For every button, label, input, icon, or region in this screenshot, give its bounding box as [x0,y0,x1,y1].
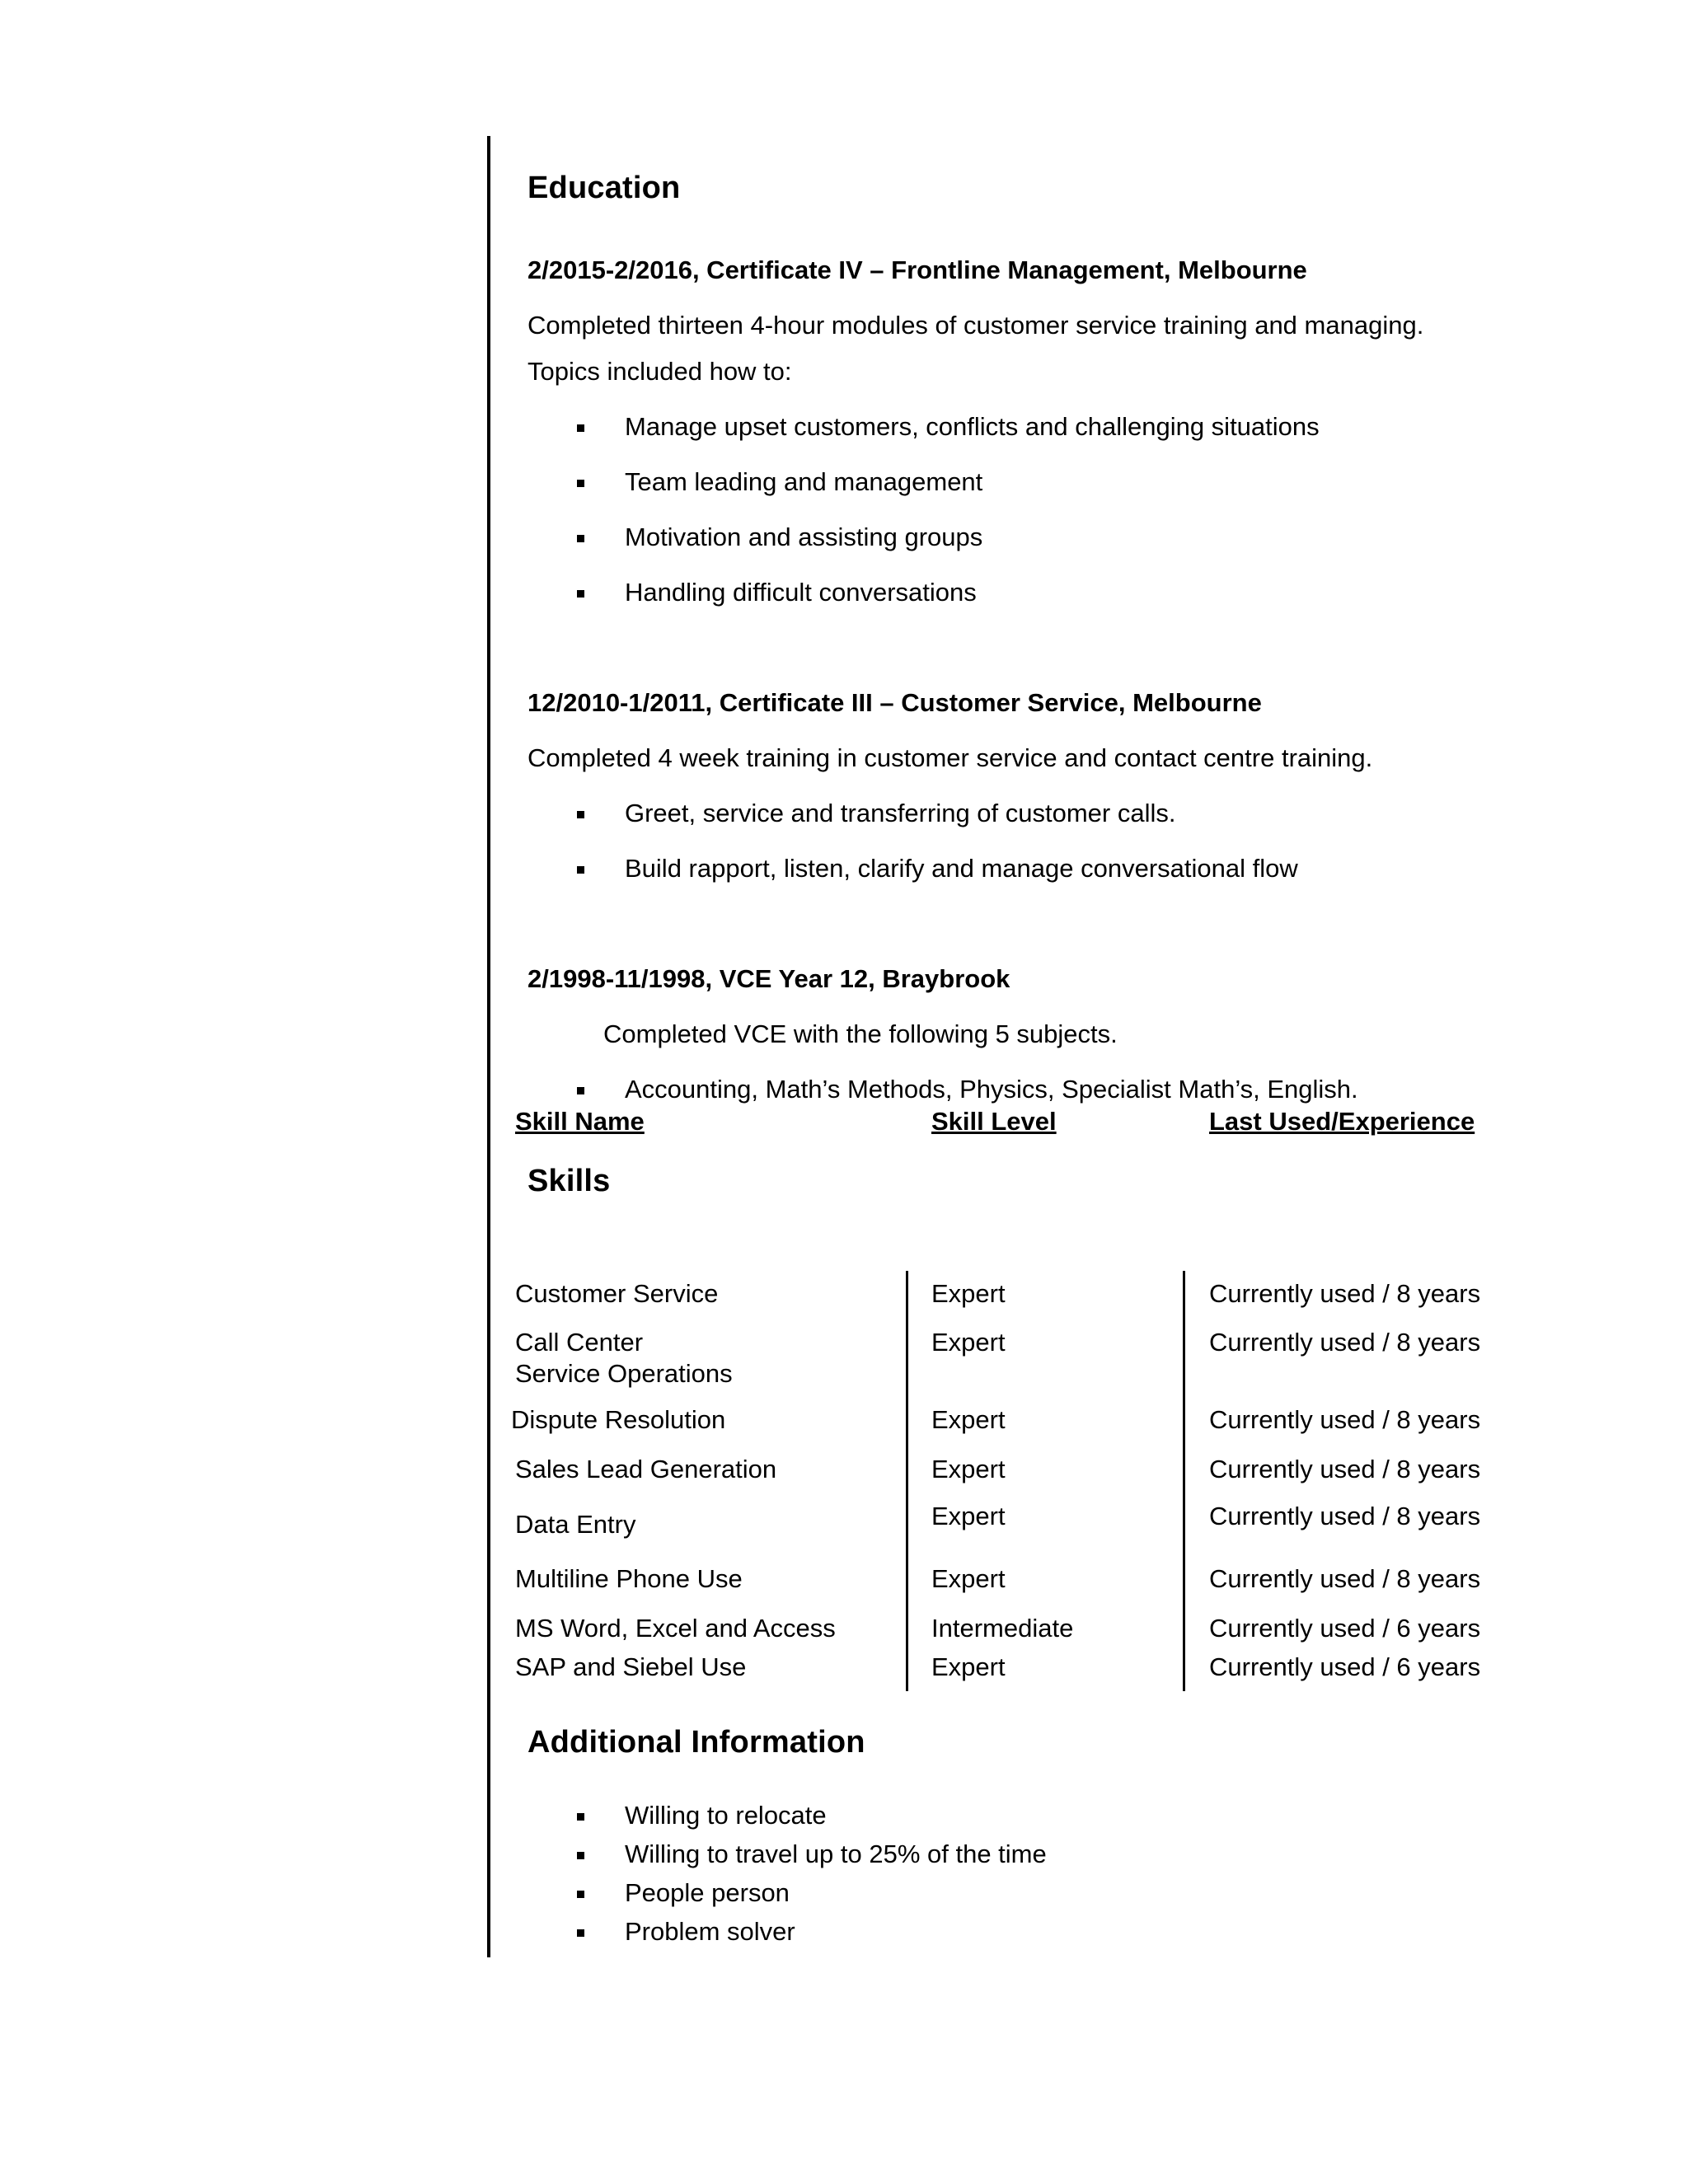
additional-info-heading: Additional Information [528,1725,865,1760]
table-cell-last-used: Currently used / 6 years [1209,1614,1481,1643]
additional-info-bullets [577,1801,1047,1956]
table-cell-skill-name: Sales Lead Generation [515,1455,777,1483]
skills-heading: Skills [528,1164,611,1198]
table-cell-skill-level: Intermediate [931,1614,1074,1643]
list-item: Motivation and assisting groups [577,523,1320,578]
table-cell-last-used: Currently used / 8 years [1209,1405,1481,1434]
education-entry-1-line-2: Topics included how to: [528,357,792,386]
education-entry-2-heading: 12/2010-1/2011, Certificate III – Customer Service, Melbourne [528,688,1262,717]
table-column-divider-2 [1183,1271,1185,1691]
table-cell-skill-name: Multiline Phone Use [515,1564,743,1593]
table-cell-skill-name: Call Center [515,1328,644,1357]
table-cell-skill-level: Expert [931,1455,1006,1483]
table-cell-skill-name: Data Entry [515,1510,636,1539]
table-cell-last-used: Currently used / 8 years [1209,1328,1481,1357]
table-cell-skill-level: Expert [931,1564,1006,1593]
education-entry-2-line-1: Completed 4 week training in customer service and contact centre training. [528,743,1373,772]
list-item: Manage upset customers, conflicts and challenging situations [577,412,1320,467]
skills-header-name: Skill Name [515,1107,645,1136]
bullet-square-icon [577,1929,584,1937]
skills-header-last-used: Last Used/Experience [1209,1107,1475,1136]
bullet-square-icon [577,480,584,487]
table-cell-skill-name: SAP and Siebel Use [515,1652,747,1681]
table-cell-last-used: Currently used / 8 years [1209,1564,1481,1593]
list-item: Greet, service and transferring of customer calls. [577,799,1298,854]
bullet-square-icon [577,1852,584,1859]
table-cell-skill-level: Expert [931,1502,1006,1530]
education-entry-1-bullets [577,412,1320,633]
education-entry-1-heading: 2/2015-2/2016, Certificate IV – Frontline Management, Melbourne [528,255,1307,284]
list-item: Willing to relocate [577,1801,1047,1840]
bullet-square-icon [577,424,584,432]
education-entry-1-line-1: Completed thirteen 4-hour modules of customer service training and managing. [528,311,1424,340]
list-item: Handling difficult conversations [577,578,1320,633]
education-entry-3-line-1: Completed VCE with the following 5 subjects. [603,1019,1118,1048]
table-cell-skill-level: Expert [931,1652,1006,1681]
table-cell-skill-name: MS Word, Excel and Access [515,1614,836,1643]
table-cell-skill-level: Expert [931,1405,1006,1434]
list-item: Build rapport, listen, clarify and manage conversational flow [577,854,1298,909]
education-entry-3-heading: 2/1998-11/1998, VCE Year 12, Braybrook [528,964,1010,993]
table-column-divider-1 [906,1271,908,1691]
bullet-square-icon [577,866,584,874]
table-cell-last-used: Currently used / 8 years [1209,1279,1481,1308]
table-cell-last-used: Currently used / 6 years [1209,1652,1481,1681]
bullet-square-icon [577,590,584,598]
bullet-square-icon [577,535,584,542]
bullet-square-icon [577,1891,584,1898]
bullet-square-icon [577,811,584,818]
table-cell-last-used: Currently used / 8 years [1209,1455,1481,1483]
list-item: Team leading and management [577,467,1320,523]
table-cell-last-used: Currently used / 8 years [1209,1502,1481,1530]
skills-header-level: Skill Level [931,1107,1057,1136]
list-item: People person [577,1878,1047,1917]
list-item: Willing to travel up to 25% of the time [577,1840,1047,1878]
list-item: Problem solver [577,1917,1047,1956]
education-entry-2-bullets [577,799,1298,909]
list-item: Accounting, Math’s Methods, Physics, Specialist Math’s, English. [577,1075,1358,1130]
table-cell-skill-name: Customer Service [515,1279,719,1308]
education-heading: Education [528,171,681,205]
left-vertical-rule [487,136,490,1957]
table-cell-skill-name-line-2: Service Operations [515,1359,733,1388]
table-cell-skill-level: Expert [931,1279,1006,1308]
bullet-square-icon [577,1087,584,1094]
table-cell-skill-name: Dispute Resolution [511,1405,726,1434]
bullet-square-icon [577,1813,584,1821]
table-cell-skill-level: Expert [931,1328,1006,1357]
